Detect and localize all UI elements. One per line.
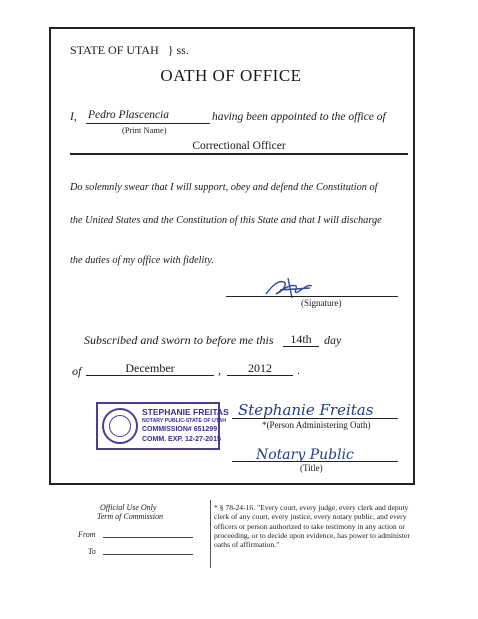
- official-use-label: Official Use Only: [100, 503, 157, 512]
- print-name-field: [86, 109, 210, 124]
- sworn-text: Subscribed and sworn to before me this: [84, 333, 274, 347]
- office-value: Correctional Officer: [192, 140, 286, 152]
- state-name: STATE OF UTAH: [70, 43, 159, 57]
- day-label: day: [324, 333, 342, 347]
- page-title: OATH OF OFFICE: [160, 66, 302, 85]
- appointed-text: having been appointed to the office of: [212, 111, 386, 123]
- stamp-line-2: NOTARY PUBLIC-STATE OF UTAH: [142, 418, 227, 424]
- title-signature: Notary Public: [256, 447, 354, 463]
- administering-signature: Stephanie Freitas: [238, 401, 374, 419]
- print-name-value: Pedro Plascencia: [88, 109, 170, 121]
- footer-divider: [210, 500, 211, 568]
- day-field: [283, 332, 319, 347]
- print-name-label: (Print Name): [122, 125, 167, 135]
- signature-label: (Signature): [301, 298, 342, 308]
- seal-icon: [102, 408, 138, 444]
- month-value: December: [125, 361, 175, 375]
- oath-line-2: the United States and the Constitution of this State and that I will discharge: [70, 215, 382, 226]
- month-field: [86, 361, 214, 376]
- stamp-line-3: COMMISSION# 651299: [142, 426, 218, 433]
- from-field: [103, 537, 193, 538]
- administering-label: *(Person Administering Oath): [262, 420, 371, 430]
- year-field: [227, 361, 293, 376]
- state-label: [70, 43, 189, 58]
- day-value: 14th: [290, 332, 312, 346]
- of-label: of: [72, 364, 82, 378]
- signature-line: [226, 296, 398, 297]
- month-comma: ,: [218, 363, 221, 377]
- title-line: [232, 461, 398, 462]
- year-period: .: [297, 363, 300, 377]
- to-field: [103, 554, 193, 555]
- notary-stamp: [96, 402, 229, 450]
- oath-line-3: the duties of my office with fidelity.: [70, 255, 214, 266]
- statute-text: * § 78-24-16. "Every court, every judge, every clerk and deputy clerk of any court, every justice, every notary public, and every officers or person authorized to take testimony in any action or proceeding, or to decide upon evidence, has power to administer oaths of affirmation.": [214, 503, 410, 550]
- ss-label: } ss.: [167, 43, 189, 57]
- oath-i: I,: [70, 111, 77, 123]
- term-label: Term of Commission: [97, 512, 163, 521]
- stamp-line-4: COMM. EXP. 12-27-2015: [142, 436, 221, 443]
- title-label: (Title): [300, 463, 323, 473]
- year-value: 2012: [248, 361, 272, 375]
- oath-line-1: Do solemnly swear that I will support, obey and defend the Constitution of: [70, 182, 378, 193]
- stamp-name: STEPHANIE FREITAS: [142, 407, 229, 417]
- from-label: From: [78, 530, 96, 539]
- administering-line: [232, 418, 398, 419]
- to-label: To: [88, 547, 96, 556]
